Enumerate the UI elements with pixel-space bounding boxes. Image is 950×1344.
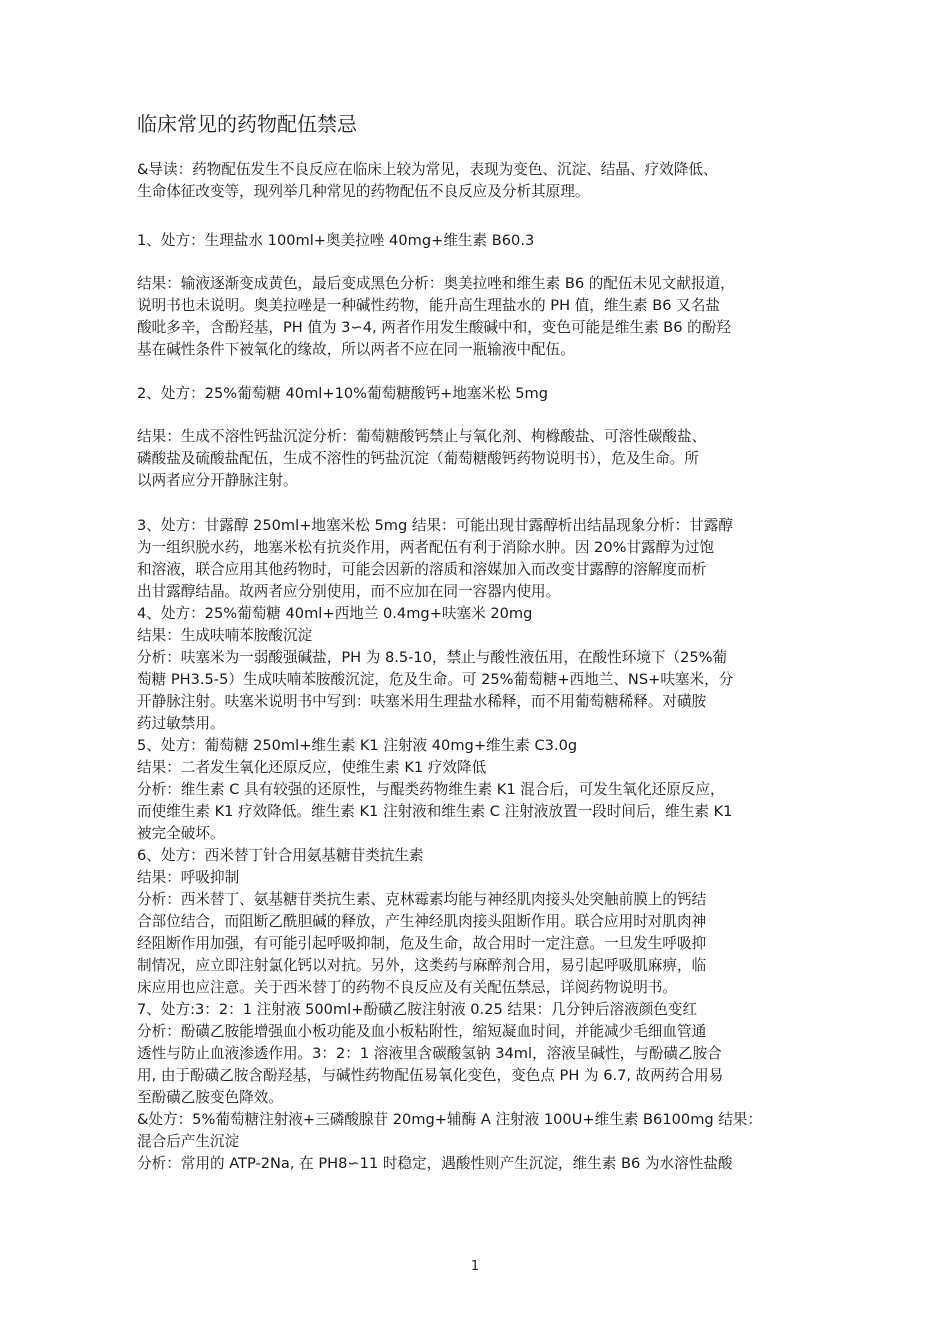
text-line: 结果：生成呋喃苯胺酸沉淀 — [137, 627, 313, 644]
text-line: 分析：呋塞米为一弱酸强碱盐，PH 为 8.5-10，禁止与酸性液伍用，在酸性环境下（25%葡 — [137, 649, 728, 666]
text-line: 至酚磺乙胺变色降效。 — [137, 1089, 283, 1106]
text-line: 3、处方：甘露醇 250ml+地塞米松 5mg 结果：可能出现甘露醇析出结晶现象分析：甘露醇 — [137, 517, 733, 534]
text-line: 说明书也未说明。奥美拉唑是一种碱性药物，能升高生理盐水的 PH 值，维生素 B6 又名盐 — [137, 297, 721, 314]
text-line: 结果：呼吸抑制 — [137, 869, 240, 886]
text-line: 基在碱性条件下被氧化的缘故，所以两者不应在同一瓶输液中配伍。 — [137, 341, 575, 358]
text-line: 1、处方：生理盐水 100ml+奥美拉唑 40mg+维生素 B60.3 — [137, 232, 535, 249]
text-line: 分析：常用的 ATP-2Na, 在 PH8∽11 时稳定，遇酸性则产生沉淀，维生素 B6 为水溶性盐酸 — [137, 1155, 733, 1172]
text-line: 7、处方:3：2：1 注射液 500ml+酚磺乙胺注射液 0.25 结果：几分钟后溶液颜色变红 — [137, 1001, 698, 1018]
text-line: 4、处方：25%葡萄糖 40ml+西地兰 0.4mg+呋塞米 20mg — [137, 605, 533, 622]
text-line: 合部位结合，而阻断乙酰胆碱的释放，产生神经肌肉接头阻断作用。联合应用时对肌肉神 — [137, 913, 707, 930]
text-line: 和溶液，联合应用其他药物时，可能会因新的溶质和溶媒加入而改变甘露醇的溶解度而析 — [137, 561, 707, 578]
text-line: 分析：酚磺乙胺能增强血小板功能及血小板粘附性，缩短凝血时间，并能减少毛细血管通 — [137, 1023, 707, 1040]
paragraph — [137, 426, 820, 492]
text-line: 出甘露醇结晶。故两者应分别使用，而不应加在同一容器内使用。 — [137, 583, 561, 600]
text-line: 结果：二者发生氧化还原反应，使维生素 K1 疗效降低 — [137, 759, 487, 776]
text-line: 分析：西米替丁、氨基糖苷类抗生素、克林霉素均能与神经肌肉接头处突触前膜上的钙结 — [137, 891, 707, 908]
text-line: 被完全破坏。 — [137, 825, 225, 842]
text-line: 为一组织脱水药，地塞米松有抗炎作用，两者配伍有利于消除水肿。因 20%甘露醇为过饱 — [137, 539, 715, 556]
text-line: 2、处方：25%葡萄糖 40ml+10%葡萄糖酸钙+地塞米松 5mg — [137, 385, 548, 402]
text-line: 开静脉注射。呋塞米说明书中写到：呋塞米用生理盐水稀释，而不用葡萄糖稀释。对磺胺 — [137, 693, 707, 710]
text-line: 5、处方：葡萄糖 250ml+维生素 K1 注射液 40mg+维生素 C3.0g — [137, 737, 578, 754]
paragraph — [137, 159, 820, 203]
text-line: 透性与防止血液渗透作用。3：2：1 溶液里含碳酸氢钠 34ml，溶液呈碱性，与酚磺乙胺合 — [137, 1045, 722, 1062]
paragraph — [137, 230, 820, 252]
text-line: 磷酸盐及硫酸盐配伍，生成不溶性的钙盐沉淀（葡萄糖酸钙药物说明书），危及生命。所 — [137, 450, 699, 467]
text-line: 结果：生成不溶性钙盐沉淀分析：葡萄糖酸钙禁止与氧化剂、枸橼酸盐、可溶性碳酸盐、 — [137, 428, 707, 445]
text-line: 药过敏禁用。 — [137, 715, 225, 732]
text-line: 萄糖 PH3.5-5）生成呋喃苯胺酸沉淀，危及生命。可 25%葡萄糖+西地兰、NS+呋塞米，分 — [137, 671, 734, 688]
text-line: 床应用也应注意。关于西米替丁的药物不良反应及有关配伍禁忌，详阅药物说明书。 — [137, 979, 677, 996]
text-line: 生命体征改变等，现列举几种常见的药物配伍不良反应及分析其原理。 — [137, 183, 590, 200]
text-line: 用, 由于酚磺乙胺含酚羟基，与碱性药物配伍易氧化变色，变色点 PH 为 6.7, 故两药合用易 — [137, 1067, 724, 1084]
paragraph — [137, 273, 820, 361]
text-line: 分析：维生素 C 具有较强的还原性，与醌类药物维生素 K1 混合后，可发生氧化还原反应， — [137, 781, 725, 798]
paragraph — [137, 383, 820, 405]
text-line: 结果：输液逐渐变成黄色，最后变成黑色分析：奥美拉唑和维生素 B6 的配伍未见文献报道， — [137, 275, 735, 292]
document-title: 临床常见的药物配伍禁忌 — [137, 112, 357, 136]
text-line: 混合后产生沉淀 — [137, 1133, 240, 1150]
text-line: 经阻断作用加强，有可能引起呼吸抑制，危及生命，故合用时一定注意。一旦发生呼吸抑 — [137, 935, 707, 952]
text-line: 而使维生素 K1 疗效降低。维生素 K1 注射液和维生素 C 注射液放置一段时间后，维生素 K1 — [137, 803, 733, 820]
text-line: &导读：药物配伍发生不良反应在临床上较为常见，表现为变色、沉淀、结晶、疗效降低、 — [137, 161, 718, 178]
text-line: 6、处方：西米替丁针合用氨基糖苷类抗生素 — [137, 847, 424, 864]
text-line: 制情况，应立即注射氯化钙以对抗。另外，这类药与麻醉剂合用，易引起呼吸肌麻痹，临 — [137, 957, 707, 974]
paragraph — [137, 515, 820, 1175]
page-number: 1 — [470, 1259, 480, 1274]
text-line: 酸吡多辛，含酚羟基，PH 值为 3∽4, 两者作用发生酸碱中和，变色可能是维生素 B6 的酚羟 — [137, 319, 731, 336]
text-line: &处方：5%葡萄糖注射液+三磷酸腺苷 20mg+辅酶 A 注射液 100U+维生素 B6100mg 结果： — [137, 1111, 763, 1128]
text-line: 以两者应分开静脉注射。 — [137, 472, 298, 489]
